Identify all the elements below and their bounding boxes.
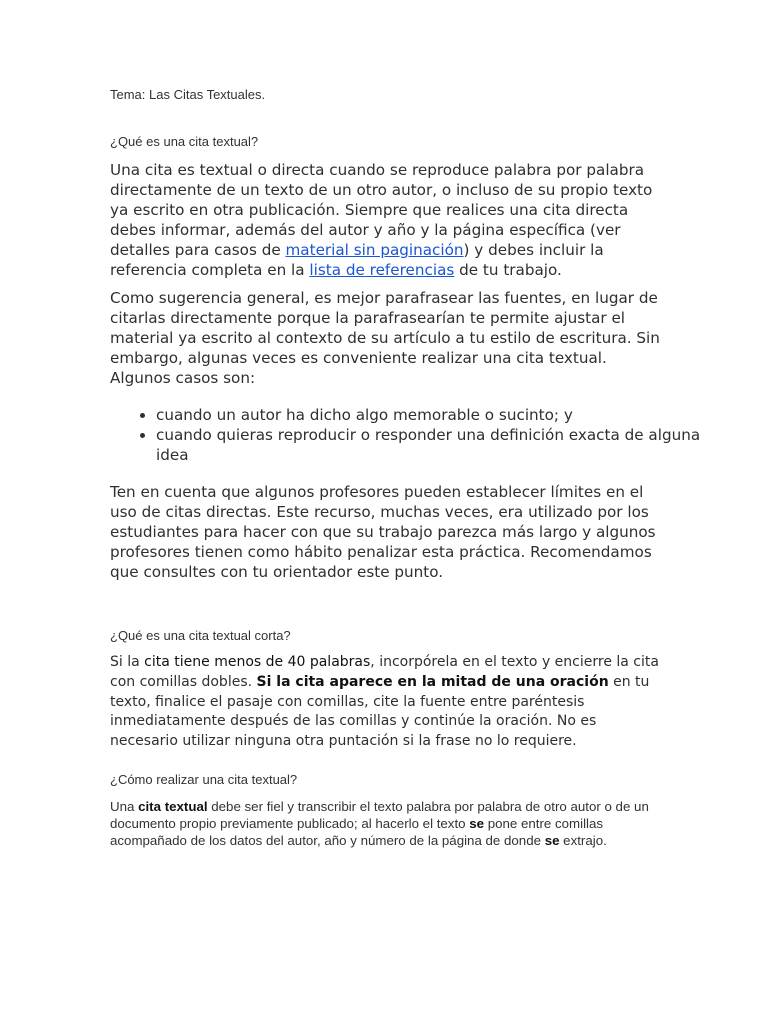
paragraph-how-to [110, 798, 662, 849]
short-quote-text-a: Si la [110, 654, 145, 670]
section-heading-how-to: ¿Cómo realizar una cita textual? [110, 772, 298, 787]
paragraph-short-quote [110, 653, 662, 752]
paragraph-suggestion: Como sugerencia general, es mejor parafrasear las fuentes, en lugar de citarlas directamente porque la parafrasearían te permite ajustar el material ya escrito al contexto de su artículo a tu estilo de escritura. Sin embargo, algunas veces es conveniente realizar una cita textual. Algunos casos son: [110, 289, 660, 387]
how-to-bold-cita-textual: cita textual [138, 799, 208, 814]
link-lista-de-referencias[interactable]: lista de referencias [309, 261, 455, 279]
short-quote-text-c: , incorpórela en el texto y encierre la cita con comillas dobles. [110, 654, 659, 690]
paragraph-definition-text-b: ) y debes incluir la referencia completa en la [110, 241, 604, 279]
cases-list [110, 405, 708, 465]
how-to-text-e: pone entre comillas acompañado de los datos del autor, año y número de la página de donde [110, 816, 604, 848]
paragraph-limits: Ten en cuenta que algunos profesores pueden establecer límites en el uso de citas directas. Este recurso, muchas veces, era utilizado por los estudiantes para hacer con que su trabajo parezca más largo y algunos profesores tienen como hábito penalizar esta práctica. Recomendamos que consultes con tu orientador este punto. [110, 483, 656, 581]
topic-title: Tema: Las Citas Textuales. [110, 87, 266, 102]
short-quote-bold: Si la cita aparece en la mitad de una oración [256, 673, 609, 690]
how-to-text-c: debe ser fiel y transcribir el texto palabra por palabra de otro autor o de un documento propio previamente publicado; al hacerlo el texto [110, 799, 649, 831]
paragraph-definition [110, 160, 662, 280]
short-quote-highlight: cita tiene menos de 40 palabras [144, 654, 371, 670]
how-to-text-a: Una [110, 799, 139, 814]
link-material-sin-paginacion[interactable]: material sin paginación [285, 241, 464, 259]
paragraph-definition-text-a: Una cita es textual o directa cuando se reproduce palabra por palabra directamente de un texto de un otro autor, o incluso de su propio texto ya escrito en otra publicación. Siempre que realices una cita directa debes informar, además del autor y año y la página específica (ver detalles para casos de [110, 161, 653, 259]
how-to-text-g: extrajo. [559, 833, 607, 848]
short-quote-text-e: en tu texto, finalice el pasaje con comillas, cite la fuente entre paréntesis inmediatamente después de las comillas y continúe la oración. No es necesario utilizar ninguna otra puntación si la frase no lo requiere. [110, 673, 650, 750]
how-to-bold-se-2: se [544, 833, 560, 848]
section-heading-what-is: ¿Qué es una cita textual? [110, 134, 259, 149]
section-heading-short-quote: ¿Qué es una cita textual corta? [110, 628, 291, 643]
list-item: • cuando un autor ha dicho algo memorable o sucinto; y [156, 405, 708, 425]
paragraph-definition-text-c: de tu trabajo. [454, 261, 562, 279]
list-item: • cuando quieras reproducir o responder una definición exacta de alguna idea [156, 425, 708, 465]
how-to-bold-se-1: se [469, 816, 485, 831]
